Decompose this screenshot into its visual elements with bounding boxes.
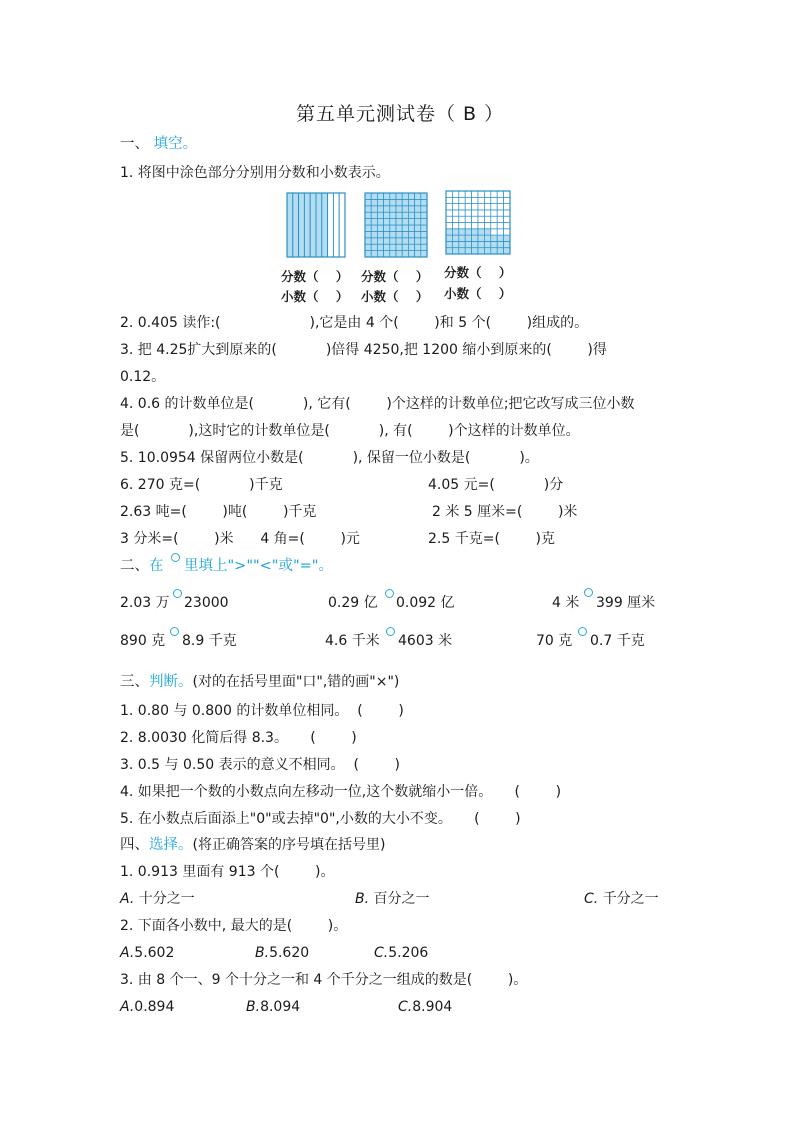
grid-square-cell	[402, 251, 408, 257]
grid-square-cell	[415, 244, 421, 250]
grid-square-cell	[484, 248, 490, 254]
grid-square-cell	[421, 225, 427, 231]
compare-2-circle[interactable]	[385, 589, 394, 598]
grid-square-cell	[415, 193, 421, 199]
grid-column-cell	[333, 193, 339, 257]
grid-square-cell	[365, 251, 371, 257]
grid-square-cell	[365, 219, 371, 225]
choice-1-option-a[interactable]: A. 十分之一	[120, 891, 195, 907]
grid-square-cell	[377, 219, 383, 225]
grid-square-cell	[408, 212, 414, 218]
grid-square-cell	[452, 197, 458, 203]
judgement-item-3: 3. 0.5 与 0.50 表示的意义不相同。 ( )	[120, 757, 401, 773]
grid-square-cell	[377, 212, 383, 218]
grid-square-cell	[491, 204, 497, 210]
grid-square-cell	[421, 193, 427, 199]
grid-square-cell	[396, 212, 402, 218]
question-1-6-row-3-right: 2.5 千克=( )克	[428, 531, 555, 547]
choice-1-option-c[interactable]: C. 千分之一	[584, 891, 659, 907]
grid-square-cell	[384, 238, 390, 244]
question-1-6-row-2-right: 2 米 5 厘米=( )米	[432, 504, 578, 520]
grid-square-cell	[478, 223, 484, 229]
grid-square-cell	[459, 191, 465, 197]
grid-square-cell	[371, 231, 377, 237]
grid-square-cell	[491, 197, 497, 203]
grid-square-cell	[478, 210, 484, 216]
grid-square-cell	[390, 238, 396, 244]
grid-column-cell	[304, 193, 310, 257]
question-1-6-row-1-right: 4.05 元=( )分	[428, 477, 564, 493]
grid-square-cell	[504, 235, 510, 241]
grid-square-cell	[459, 241, 465, 247]
grid-square-cell	[390, 212, 396, 218]
grid-square-cell	[396, 244, 402, 250]
grid-square-cell	[421, 231, 427, 237]
grid-square-cell	[371, 193, 377, 199]
grid-square-cell	[415, 212, 421, 218]
grid-square-cell	[484, 216, 490, 222]
grid-square-cell	[491, 229, 497, 235]
grid-square-cell	[478, 235, 484, 241]
judgement-item-1: 1. 0.80 与 0.800 的计数单位相同。 ( )	[120, 703, 404, 719]
grid-square-cell	[371, 244, 377, 250]
grid-square-cell	[377, 193, 383, 199]
question-1-6-row-2-left: 2.63 吨=( )吨( )千克	[120, 504, 317, 520]
grid-square-cell	[484, 210, 490, 216]
grid-square-cell	[384, 251, 390, 257]
grid-square-cell	[408, 231, 414, 237]
grid-square-cell	[402, 206, 408, 212]
grid-square-cell	[478, 204, 484, 210]
grid-square-cell	[504, 241, 510, 247]
grid-column-cell	[339, 193, 345, 257]
section-1-heading	[120, 135, 197, 153]
grid-square-cell	[491, 216, 497, 222]
grid-square-cell	[377, 199, 383, 205]
grid-square-cell	[446, 204, 452, 210]
grid-square-cell	[415, 251, 421, 257]
grid-square-cell	[371, 219, 377, 225]
grid-square-cell	[465, 241, 471, 247]
grid-square-cell	[446, 241, 452, 247]
grid-square-cell	[421, 251, 427, 257]
question-1-5: 5. 10.0954 保留两位小数是( ), 保留一位小数是( )。	[120, 450, 539, 466]
grid-square-cell	[459, 229, 465, 235]
grid-square-cell	[472, 204, 478, 210]
grid-square-cell	[377, 251, 383, 257]
grid-square-cell	[504, 191, 510, 197]
grid-2-fraction-label: 分数（ ）	[361, 269, 429, 284]
grid-2-decimal-label: 小数（ ）	[361, 289, 429, 304]
grid-square-cell	[402, 231, 408, 237]
grid-square-cell	[402, 244, 408, 250]
section-3-title: 判断。	[149, 674, 193, 690]
section-3-note: (对的在括号里面"口",错的画"×")	[192, 674, 400, 690]
grid-square-cell	[459, 235, 465, 241]
grid-square-cell	[371, 199, 377, 205]
section-1-number: 一、	[120, 136, 149, 152]
compare-3-circle[interactable]	[584, 588, 593, 597]
grid-square-cell	[472, 248, 478, 254]
grid-figure-partial-squares	[445, 190, 511, 255]
grid-square-cell	[390, 225, 396, 231]
grid-square-cell	[377, 225, 383, 231]
grid-square-cell	[497, 241, 503, 247]
grid-square-cell	[390, 219, 396, 225]
grid-square-cell	[384, 206, 390, 212]
grid-square-cell	[384, 231, 390, 237]
grid-square-cell	[402, 212, 408, 218]
grid-square-cell	[365, 212, 371, 218]
grid-square-cell	[497, 235, 503, 241]
compare-5-left: 4.6 千米	[325, 633, 380, 649]
grid-square-cell	[472, 197, 478, 203]
section-4-number: 四、	[120, 837, 149, 853]
grid-square-cell	[421, 219, 427, 225]
question-1-6-row-1-left: 6. 270 克=( )千克	[120, 477, 283, 493]
section-4-title: 选择。	[149, 837, 193, 853]
grid-column-cell	[299, 193, 305, 257]
grid-square-cell	[421, 244, 427, 250]
compare-6-right: 0.7 千克	[590, 633, 645, 649]
compare-2-left: 0.29 亿	[328, 595, 378, 611]
grid-square-cell	[491, 241, 497, 247]
grid-square-cell	[491, 223, 497, 229]
grid-square-cell	[365, 244, 371, 250]
grid-square-cell	[452, 191, 458, 197]
grid-square-cell	[421, 238, 427, 244]
grid-square-cell	[396, 251, 402, 257]
grid-square-cell	[384, 193, 390, 199]
grid-square-cell	[365, 206, 371, 212]
compare-2-right: 0.092 亿	[396, 595, 455, 611]
section-2-title-pre: 在	[149, 558, 164, 574]
grid-square-cell	[371, 225, 377, 231]
grid-square-cell	[390, 251, 396, 257]
grid-square-cell	[446, 235, 452, 241]
grid-square-cell	[459, 248, 465, 254]
grid-square-cell	[484, 191, 490, 197]
grid-square-cell	[408, 206, 414, 212]
grid-square-cell	[390, 199, 396, 205]
judgement-item-4: 4. 如果把一个数的小数点向左移动一位,这个数就缩小一倍。 ( )	[120, 784, 562, 800]
grid-square-cell	[408, 193, 414, 199]
grid-figure-columns	[286, 192, 346, 258]
question-1-1: 1. 将图中涂色部分分别用分数和小数表示。	[120, 165, 390, 181]
grid-square-cell	[446, 191, 452, 197]
grid-square-cell	[421, 212, 427, 218]
grid-1-fraction-label: 分数（ ）	[281, 269, 349, 284]
grid-square-cell	[484, 204, 490, 210]
grid-square-cell	[465, 216, 471, 222]
grid-square-cell	[497, 223, 503, 229]
grid-square-cell	[472, 229, 478, 235]
grid-square-cell	[371, 238, 377, 244]
compare-3-right: 399 厘米	[596, 595, 656, 611]
compare-6-left: 70 克	[536, 633, 573, 649]
compare-1-circle[interactable]	[173, 589, 182, 598]
grid-square-cell	[491, 191, 497, 197]
grid-column-cell	[328, 193, 334, 257]
grid-square-cell	[452, 241, 458, 247]
choice-3-option-c[interactable]: C.8.904	[398, 999, 453, 1015]
compare-5-right: 4603 米	[398, 633, 453, 649]
grid-3-fraction-label: 分数（ ）	[444, 265, 512, 280]
grid-square-cell	[365, 199, 371, 205]
compare-6-circle[interactable]	[578, 627, 587, 636]
grid-square-cell	[446, 197, 452, 203]
grid-square-cell	[365, 238, 371, 244]
grid-square-cell	[452, 229, 458, 235]
grid-square-cell	[415, 206, 421, 212]
grid-square-cell	[504, 210, 510, 216]
grid-square-cell	[504, 223, 510, 229]
grid-square-cell	[365, 193, 371, 199]
grid-square-cell	[371, 212, 377, 218]
grid-square-cell	[504, 216, 510, 222]
grid-square-cell	[396, 219, 402, 225]
grid-square-cell	[484, 197, 490, 203]
grid-square-cell	[365, 225, 371, 231]
page-title: 第五单元测试卷（ B ）	[296, 103, 505, 125]
grid-square-cell	[384, 212, 390, 218]
choice-3-option-a[interactable]: A.0.894	[120, 999, 175, 1015]
question-1-6-row-3-left: 3 分米=( )米 4 角=( )元	[120, 531, 360, 547]
question-1-3-line-1: 3. 把 4.25扩大到原来的( )倍得 4250,把 1200 缩小到原来的( )得	[120, 342, 607, 358]
grid-square-cell	[484, 235, 490, 241]
grid-square-cell	[472, 216, 478, 222]
grid-square-cell	[402, 219, 408, 225]
grid-square-cell	[478, 197, 484, 203]
section-2-title-post: 里填上">""<"或"="。	[184, 558, 333, 574]
grid-square-cell	[472, 210, 478, 216]
grid-square-cell	[484, 223, 490, 229]
grid-square-cell	[377, 238, 383, 244]
grid-square-cell	[415, 238, 421, 244]
grid-square-cell	[390, 206, 396, 212]
compare-4-right: 8.9 千克	[182, 633, 237, 649]
grid-square-cell	[415, 219, 421, 225]
choice-question-3: 3. 由 8 个一、9 个十分之一和 4 个千分之一组成的数是( )。	[120, 972, 528, 988]
grid-square-cell	[504, 229, 510, 235]
compare-4-left: 890 克	[120, 633, 166, 649]
grid-square-cell	[497, 248, 503, 254]
grid-square-cell	[497, 191, 503, 197]
grid-square-cell	[421, 199, 427, 205]
section-3-heading	[120, 673, 399, 691]
choice-2-option-a[interactable]: A.5.602	[120, 945, 175, 961]
section-2-number: 二、	[120, 558, 149, 574]
grid-square-cell	[390, 193, 396, 199]
grid-square-cell	[446, 248, 452, 254]
question-1-3-line-2: 0.12。	[120, 369, 166, 385]
grid-square-cell	[371, 251, 377, 257]
grid-square-cell	[396, 238, 402, 244]
grid-square-cell	[484, 229, 490, 235]
choice-question-2: 2. 下面各小数中, 最大的是( )。	[120, 918, 348, 934]
grid-square-cell	[402, 238, 408, 244]
grid-square-cell	[402, 225, 408, 231]
grid-square-cell	[472, 241, 478, 247]
grid-square-cell	[452, 216, 458, 222]
grid-square-cell	[402, 193, 408, 199]
question-1-2: 2. 0.405 读作:( ),它是由 4 个( )和 5 个( )组成的。	[120, 315, 589, 331]
section-4-note: (将正确答案的序号填在括号里)	[192, 837, 386, 853]
grid-figure-full-squares	[364, 192, 428, 258]
compare-1-right: 23000	[184, 595, 229, 611]
section-2-heading	[120, 557, 164, 575]
grid-square-cell	[465, 248, 471, 254]
grid-column-cell	[316, 193, 322, 257]
grid-square-cell	[377, 206, 383, 212]
grid-square-cell	[465, 235, 471, 241]
grid-3-decimal-label: 小数（ ）	[444, 286, 512, 301]
grid-square-cell	[465, 197, 471, 203]
grid-square-cell	[497, 216, 503, 222]
grid-square-cell	[491, 248, 497, 254]
grid-square-cell	[459, 204, 465, 210]
section-4-heading	[120, 836, 385, 854]
grid-square-cell	[478, 229, 484, 235]
grid-column-cell	[322, 193, 328, 257]
grid-square-cell	[478, 216, 484, 222]
grid-square-cell	[465, 191, 471, 197]
grid-square-cell	[491, 210, 497, 216]
comparison-circle-icon	[171, 553, 180, 562]
grid-square-cell	[465, 223, 471, 229]
grid-square-cell	[377, 244, 383, 250]
grid-square-cell	[396, 225, 402, 231]
grid-square-cell	[459, 223, 465, 229]
grid-square-cell	[408, 199, 414, 205]
grid-column-cell	[293, 193, 299, 257]
grid-square-cell	[396, 199, 402, 205]
grid-column-cell	[287, 193, 293, 257]
grid-square-cell	[465, 204, 471, 210]
grid-square-cell	[371, 206, 377, 212]
compare-3-left: 4 米	[552, 595, 580, 611]
grid-square-cell	[459, 210, 465, 216]
grid-square-cell	[446, 223, 452, 229]
choice-3-option-b[interactable]: B.8.094	[246, 999, 301, 1015]
grid-square-cell	[452, 210, 458, 216]
grid-square-cell	[415, 199, 421, 205]
grid-square-cell	[408, 238, 414, 244]
choice-question-1: 1. 0.913 里面有 913 个( )。	[120, 864, 335, 880]
choice-1-option-b[interactable]: B. 百分之一	[355, 891, 430, 907]
grid-square-cell	[396, 193, 402, 199]
grid-square-cell	[402, 199, 408, 205]
grid-square-cell	[472, 223, 478, 229]
compare-4-circle[interactable]	[170, 627, 179, 636]
grid-square-cell	[384, 244, 390, 250]
grid-square-cell	[452, 223, 458, 229]
grid-square-cell	[459, 216, 465, 222]
grid-square-cell	[446, 229, 452, 235]
grid-square-cell	[408, 225, 414, 231]
grid-square-cell	[465, 229, 471, 235]
question-1-4-line-2: 是( ),这时它的计数单位是( ), 有( )个这样的计数单位。	[120, 423, 580, 439]
grid-square-cell	[504, 197, 510, 203]
grid-square-cell	[377, 231, 383, 237]
grid-square-cell	[478, 191, 484, 197]
grid-square-cell	[384, 199, 390, 205]
grid-square-cell	[421, 206, 427, 212]
grid-square-cell	[491, 235, 497, 241]
grid-square-cell	[497, 204, 503, 210]
grid-square-cell	[365, 231, 371, 237]
grid-square-cell	[408, 244, 414, 250]
grid-square-cell	[484, 241, 490, 247]
grid-square-cell	[478, 248, 484, 254]
grid-square-cell	[504, 204, 510, 210]
section-1-title: 填空。	[153, 136, 198, 152]
choice-2-option-b[interactable]: B.5.620	[255, 945, 310, 961]
choice-2-option-c[interactable]: C.5.206	[374, 945, 429, 961]
grid-square-cell	[408, 219, 414, 225]
grid-square-cell	[465, 210, 471, 216]
grid-square-cell	[396, 206, 402, 212]
grid-square-cell	[452, 248, 458, 254]
grid-square-cell	[452, 235, 458, 241]
question-1-4-line-1: 4. 0.6 的计数单位是( ), 它有( )个这样的计数单位;把它改写成三位小数	[120, 396, 635, 412]
grid-square-cell	[478, 241, 484, 247]
grid-square-cell	[452, 204, 458, 210]
grid-square-cell	[396, 231, 402, 237]
grid-square-cell	[472, 191, 478, 197]
grid-square-cell	[497, 197, 503, 203]
grid-square-cell	[415, 231, 421, 237]
grid-square-cell	[504, 248, 510, 254]
judgement-item-5: 5. 在小数点后面添上"0"或去掉"0",小数的大小不变。 ( )	[120, 811, 521, 827]
grid-square-cell	[408, 251, 414, 257]
grid-square-cell	[446, 216, 452, 222]
grid-square-cell	[384, 219, 390, 225]
section-3-number: 三、	[120, 674, 149, 690]
grid-square-cell	[415, 225, 421, 231]
judgement-item-2: 2. 8.0030 化简后得 8.3。 ( )	[120, 730, 357, 746]
grid-square-cell	[390, 231, 396, 237]
compare-5-circle[interactable]	[386, 627, 395, 636]
compare-1-left: 2.03 万	[120, 595, 170, 611]
grid-1-decimal-label: 小数（ ）	[281, 289, 349, 304]
grid-square-cell	[446, 210, 452, 216]
grid-column-cell	[310, 193, 316, 257]
grid-square-cell	[459, 197, 465, 203]
grid-square-cell	[472, 235, 478, 241]
grid-square-cell	[497, 210, 503, 216]
grid-square-cell	[390, 244, 396, 250]
grid-square-cell	[497, 229, 503, 235]
grid-square-cell	[384, 225, 390, 231]
